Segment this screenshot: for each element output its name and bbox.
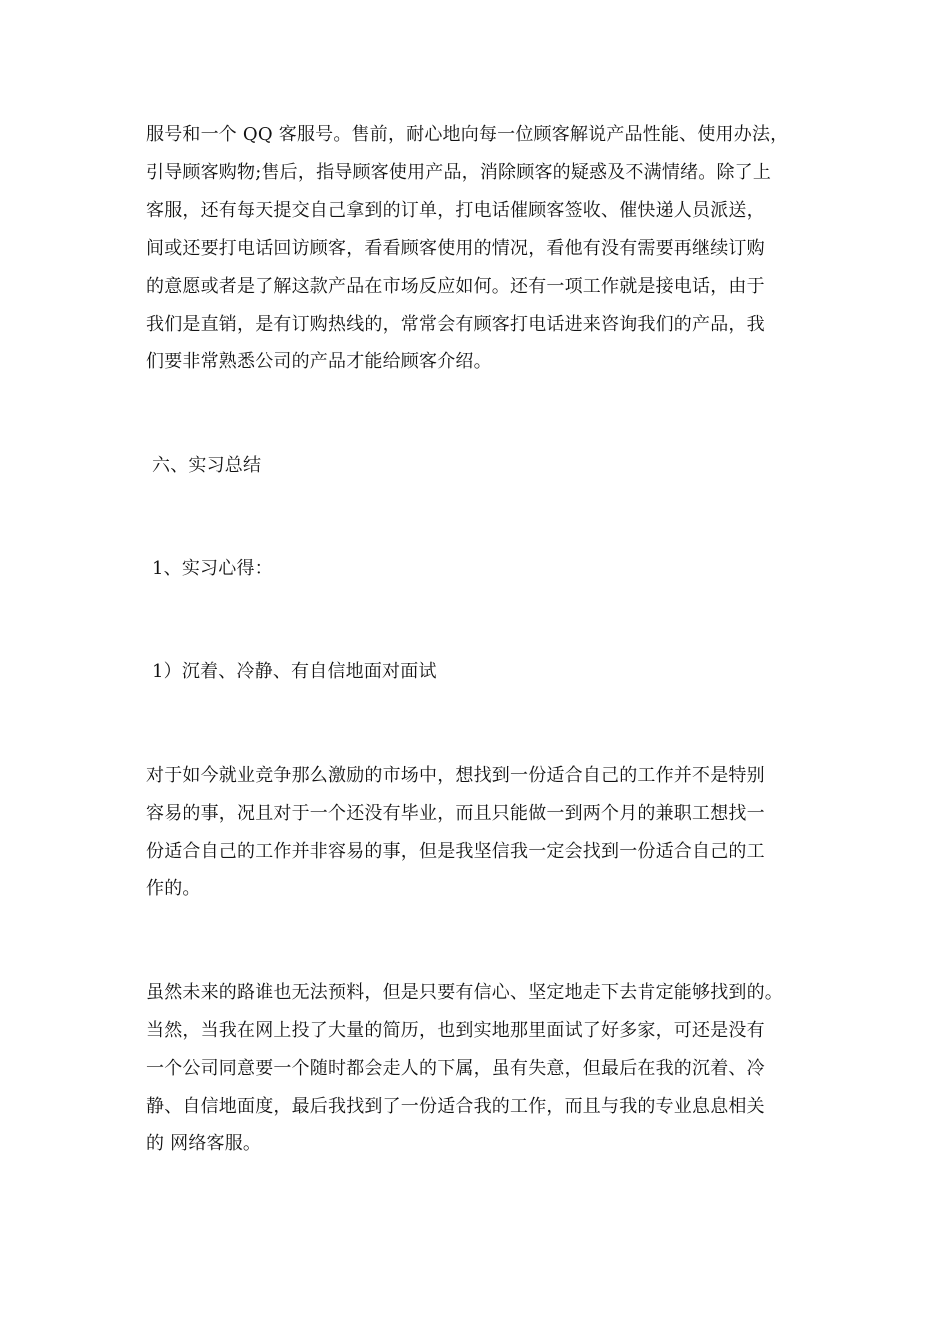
paragraph-3-line-1: 虽然未来的路谁也无法预料，但是只要有信心、坚定地走下去肯定能够找到的。 <box>146 982 783 1003</box>
paragraph-2-line-1: 对于如今就业竞争那么激励的市场中，想找到一份适合自己的工作并不是特别 <box>146 765 765 786</box>
paragraph-3-line-4: 静、自信地面度，最后我找到了一份适合我的工作，而且与我的专业息息相关 <box>146 1096 765 1117</box>
paragraph-2-line-4: 作的。 <box>146 878 201 899</box>
section-heading: 六、实习总结 <box>152 455 262 476</box>
paragraph-1-line-6: 我们是直销，是有订购热线的，常常会有顾客打电话进来咨询我们的产品，我 <box>146 314 765 335</box>
paragraph-3-line-2: 当然，当我在网上投了大量的简历，也到实地那里面试了好多家，可还是没有 <box>146 1020 765 1041</box>
subsection-heading: 1、实习心得： <box>152 558 273 579</box>
paragraph-1-line-7: 们要非常熟悉公司的产品才能给顾客介绍。 <box>146 351 492 372</box>
paragraph-2-line-2: 容易的事，况且对于一个还没有毕业，而且只能做一到两个月的兼职工想找一 <box>146 803 765 824</box>
paragraph-3-line-5: 的 网络客服。 <box>146 1133 262 1154</box>
paragraph-1-line-5: 的意愿或者是了解这款产品在市场反应如何。还有一项工作就是接电话，由于 <box>146 276 765 297</box>
paragraph-1-line-2: 引导顾客购物;售后，指导顾客使用产品，消除顾客的疑惑及不满情绪。除了上 <box>146 162 772 183</box>
paragraph-1-line-3: 客服，还有每天提交自己拿到的订单，打电话催顾客签收、催快递人员派送， <box>146 200 765 221</box>
point-heading: 1）沉着、冷静、有自信地面对面试 <box>152 661 437 682</box>
paragraph-1-line-4: 间或还要打电话回访顾客，看看顾客使用的情况，看他有没有需要再继续订购 <box>146 238 765 259</box>
paragraph-3-line-3: 一个公司同意要一个随时都会走人的下属，虽有失意，但最后在我的沉着、冷 <box>146 1058 765 1079</box>
paragraph-2-line-3: 份适合自己的工作并非容易的事，但是我坚信我一定会找到一份适合自己的工 <box>146 841 765 862</box>
paragraph-1-line-1: 服号和一个 QQ 客服号。售前，耐心地向每一位顾客解说产品性能、使用办法， <box>146 124 789 145</box>
